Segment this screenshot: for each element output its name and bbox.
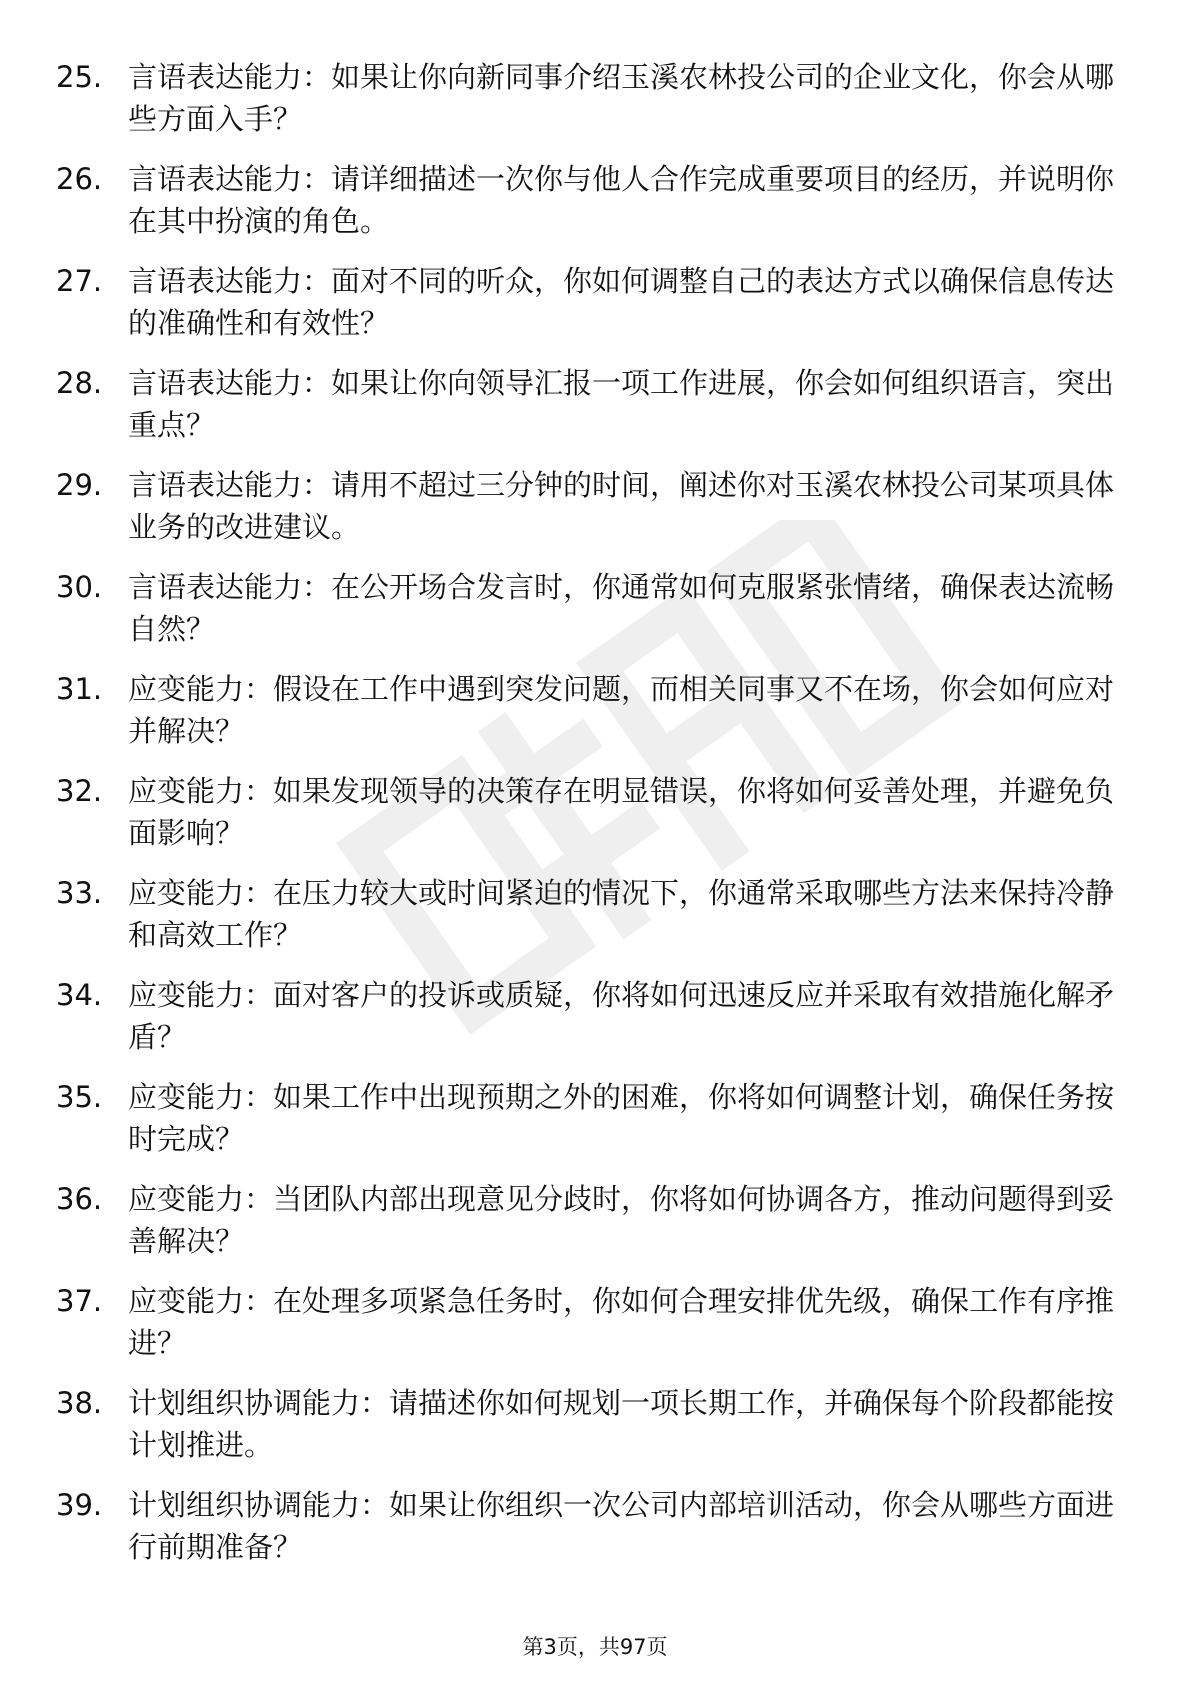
question-text: 言语表达能力：如果让你向领导汇报一项工作进展，你会如何组织语言，突出重点？	[128, 366, 1115, 442]
question-number: 33.	[56, 876, 103, 910]
question-text: 应变能力：假设在工作中遇到突发问题，而相关同事又不在场，你会如何应对并解决？	[128, 672, 1115, 748]
question-number: 35.	[56, 1080, 103, 1114]
question-item-37	[56, 1280, 1126, 1382]
page-number-footer: 第3页，共97页	[522, 1635, 668, 1659]
question-text: 应变能力：如果工作中出现预期之外的困难，你将如何调整计划，确保任务按时完成？	[128, 1080, 1115, 1156]
question-item-28	[56, 362, 1126, 464]
question-text: 应变能力：在压力较大或时间紧迫的情况下，你通常采取哪些方法来保持冷静和高效工作？	[128, 876, 1115, 952]
question-number: 29.	[56, 468, 103, 502]
question-number: 38.	[56, 1386, 103, 1420]
question-number: 32.	[56, 774, 103, 808]
question-text: 应变能力：当团队内部出现意见分歧时，你将如何协调各方，推动问题得到妥善解决？	[128, 1182, 1115, 1258]
question-text: 言语表达能力：面对不同的听众，你如何调整自己的表达方式以确保信息传达的准确性和有效性？	[128, 264, 1115, 340]
question-item-32	[56, 770, 1126, 872]
question-item-36	[56, 1178, 1126, 1280]
question-item-34	[56, 974, 1126, 1076]
question-number: 37.	[56, 1284, 103, 1318]
question-item-27	[56, 260, 1126, 362]
question-text: 计划组织协调能力：请描述你如何规划一项长期工作，并确保每个阶段都能按计划推进。	[128, 1386, 1115, 1462]
question-text: 言语表达能力：请详细描述一次你与他人合作完成重要项目的经历，并说明你在其中扮演的角色。	[128, 162, 1115, 238]
question-number: 31.	[56, 672, 103, 706]
question-number: 28.	[56, 366, 103, 400]
question-list	[56, 56, 1126, 1586]
question-number: 25.	[56, 60, 103, 94]
question-text: 计划组织协调能力：如果让你组织一次公司内部培训活动，你会从哪些方面进行前期准备？	[128, 1488, 1115, 1564]
question-text: 言语表达能力：在公开场合发言时，你通常如何克服紧张情绪，确保表达流畅自然？	[128, 570, 1115, 646]
question-item-35	[56, 1076, 1126, 1178]
question-number: 26.	[56, 162, 103, 196]
question-item-26	[56, 158, 1126, 260]
question-item-31	[56, 668, 1126, 770]
question-item-33	[56, 872, 1126, 974]
question-number: 34.	[56, 978, 103, 1012]
question-number: 27.	[56, 264, 103, 298]
question-number: 36.	[56, 1182, 103, 1216]
question-item-30	[56, 566, 1126, 668]
question-number: 39.	[56, 1488, 103, 1522]
question-text: 应变能力：如果发现领导的决策存在明显错误，你将如何妥善处理，并避免负面影响？	[128, 774, 1115, 850]
question-item-29	[56, 464, 1126, 566]
question-number: 30.	[56, 570, 103, 604]
question-text: 言语表达能力：如果让你向新同事介绍玉溪农林投公司的企业文化，你会从哪些方面入手？	[128, 60, 1115, 136]
question-text: 应变能力：面对客户的投诉或质疑，你将如何迅速反应并采取有效措施化解矛盾？	[128, 978, 1115, 1054]
question-item-38	[56, 1382, 1126, 1484]
question-item-25	[56, 56, 1126, 158]
question-item-39	[56, 1484, 1126, 1586]
question-text: 言语表达能力：请用不超过三分钟的时间，阐述你对玉溪农林投公司某项具体业务的改进建议。	[128, 468, 1115, 544]
question-text: 应变能力：在处理多项紧急任务时，你如何合理安排优先级，确保工作有序推进？	[128, 1284, 1115, 1360]
